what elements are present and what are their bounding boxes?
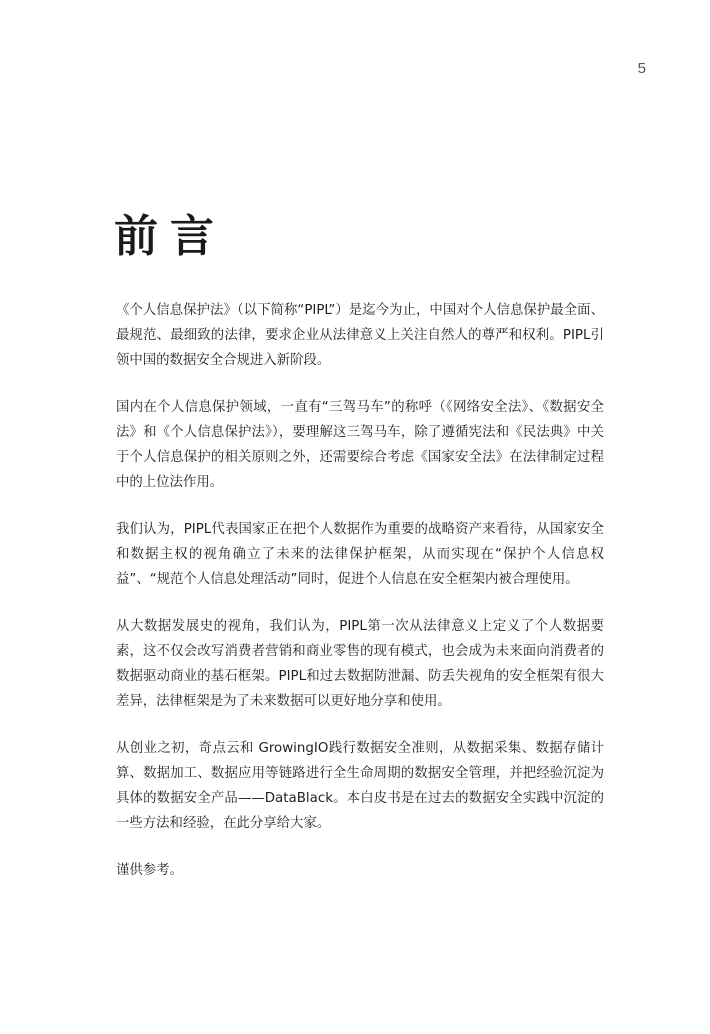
page-title: 前言 (114, 211, 226, 262)
paragraph-4: 从大数据发展史的视角，我们认为，PIPL第一次从法律意义上定义了个人数据要素，这不仅会改写消费者营销和商业零售的现有模式，也会成为未来面向消费者的数据驱动商业的基石框架。PIPL和过去数据防泄漏、防丢失视角的安全框架有很大差异，法律框架是为了未来数据可以更好地分享和使用。 (116, 619, 604, 709)
paragraph-6: 谨供参考。 (116, 863, 183, 878)
paragraph-5: 从创业之初，奇点云和 GrowingIO践行数据安全准则，从数据采集、数据存储计算、数据加工、数据应用等链路进行全生命周期的数据安全管理，并把经验沉淀为具体的数据安全产品——DataBlack。本白皮书是在过去的数据安全实践中沉淀的一些方法和经验，在此分享给大家。 (116, 741, 604, 831)
page-number: 5 (637, 60, 646, 77)
paragraph-1: 《个人信息保护法》（以下简称“PIPL”）是迄今为止，中国对个人信息保护最全面、最规范、最细致的法律，要求企业从法律意义上关注自然人的尊严和权利。PIPL引领中国的数据安全合规进入新阶段。 (116, 303, 604, 368)
document-body (116, 298, 604, 905)
paragraph-3: 我们认为，PIPL代表国家正在把个人数据作为重要的战略资产来看待，从国家安全和数据主权的视角确立了未来的法律保护框架，从而实现在“保护个人信息权益”、“规范个人信息处理活动”同时，促进个人信息在安全框架内被合理使用。 (116, 522, 604, 587)
paragraph-2: 国内在个人信息保护领域，一直有“三驾马车”的称呼（《网络安全法》、《数据安全法》和《个人信息保护法》），要理解这三驾马车，除了遵循宪法和《民法典》中关于个人信息保护的相关原则之外，还需要综合考虑《国家安全法》在法律制定过程中的上位法作用。 (116, 400, 604, 490)
